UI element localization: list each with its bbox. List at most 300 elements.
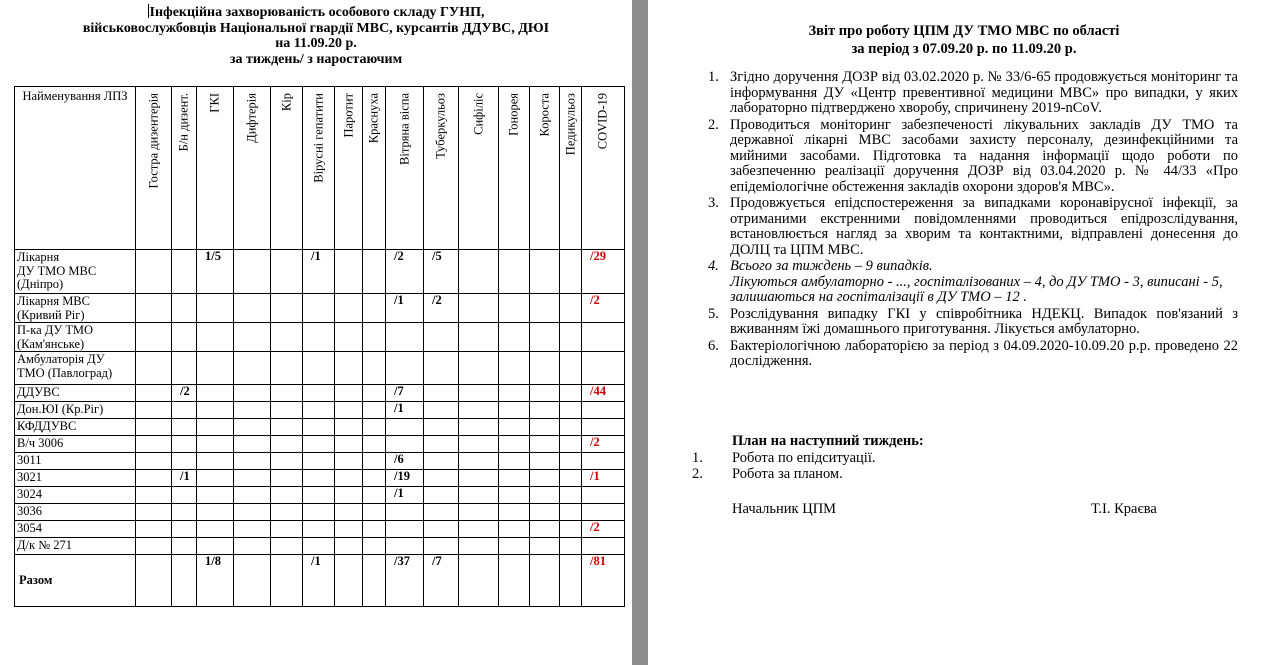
table-cell <box>303 385 335 402</box>
table-cell <box>459 538 499 555</box>
facility-name: 3011 <box>15 453 136 470</box>
title-line: на 11.09.20 р. <box>275 36 357 51</box>
table-cell <box>197 419 234 436</box>
table-cell <box>136 436 172 453</box>
table-cell <box>363 521 386 538</box>
table-cell <box>234 402 271 419</box>
column-header-label: Кір <box>279 93 293 112</box>
table-cell <box>424 453 459 470</box>
facility-name: КФДДУВС <box>15 419 136 436</box>
column-header <box>136 87 172 250</box>
table-cell: /1 <box>303 555 335 607</box>
table-row <box>15 538 625 555</box>
table-cell <box>197 487 234 504</box>
table-cell <box>136 419 172 436</box>
column-header <box>197 87 234 250</box>
table-cell <box>499 504 530 521</box>
report-title-line: за період з 07.09.20 р. по 11.09.20 р. <box>851 41 1077 57</box>
column-header-label: ГКІ <box>207 93 222 113</box>
page-gutter <box>632 0 648 665</box>
report-item: 6. Бактеріологічною лабораторією за період з 04.09.2020-10.09.20 р.р. проведено 22 дослідження. <box>708 337 1238 369</box>
table-cell <box>335 470 363 487</box>
table-cell <box>136 470 172 487</box>
table-cell <box>582 504 625 521</box>
table-cell <box>271 385 303 402</box>
table-cell: /7 <box>386 385 424 402</box>
table-cell <box>136 385 172 402</box>
table-row <box>15 436 625 453</box>
table-title <box>0 4 632 67</box>
table-cell <box>459 323 499 352</box>
table-cell <box>197 294 234 323</box>
table-cell <box>363 294 386 323</box>
table-cell <box>172 323 197 352</box>
column-header-label: COVID-19 <box>595 93 610 150</box>
table-cell <box>271 402 303 419</box>
table-cell <box>172 352 197 385</box>
plan-item: 2. Робота за планом. <box>692 466 843 482</box>
table-cell <box>560 250 582 294</box>
table-cell <box>582 538 625 555</box>
table-cell <box>530 385 560 402</box>
table-cell <box>234 555 271 607</box>
report-title-line: Звіт про роботу ЦПМ ДУ ТМО МВС по області <box>808 23 1120 39</box>
total-row <box>15 555 625 607</box>
table-cell <box>234 385 271 402</box>
table-cell <box>424 385 459 402</box>
table-cell <box>335 487 363 504</box>
column-header-label: Гонорея <box>506 93 521 136</box>
table-cell <box>197 323 234 352</box>
table-cell: /2 <box>582 436 625 453</box>
table-cell <box>271 521 303 538</box>
facility-name: 3024 <box>15 487 136 504</box>
table-cell <box>271 487 303 504</box>
table-cell: 1/5 <box>197 250 234 294</box>
column-header <box>234 87 271 250</box>
column-header-label: Педикульоз <box>563 93 577 156</box>
table-cell <box>499 521 530 538</box>
table-cell <box>424 323 459 352</box>
table-cell <box>303 470 335 487</box>
table-cell <box>271 250 303 294</box>
table-cell <box>136 323 172 352</box>
table-cell <box>499 470 530 487</box>
table-cell <box>197 402 234 419</box>
table-cell <box>424 419 459 436</box>
column-header-label: Туберкульоз <box>433 93 448 159</box>
column-header-label: Краснуха <box>366 93 381 144</box>
table-cell <box>335 250 363 294</box>
table-cell <box>530 323 560 352</box>
table-cell <box>172 538 197 555</box>
report-item: 2. Проводиться моніторинг забезпеченості лікувальних закладів ДУ ТМО та державної лікарні МВС засобами захисту персоналу, дезинфекційними та мийними засобами. Підготовка та надання інформації щодо роботи по забезпеченню реалізації доручення ДОЗР від 03.04.2020 р. № 44/33 «Про епідеміологічне обстеження закладів охорони здоров'я МВС». <box>708 116 1238 195</box>
table-cell <box>560 385 582 402</box>
table-cell <box>136 555 172 607</box>
table-cell <box>560 555 582 607</box>
title-line: Інфекційна захворюваність особового складу ГУНП, <box>149 5 485 20</box>
table-cell <box>303 538 335 555</box>
table-cell <box>424 521 459 538</box>
table-cell <box>582 453 625 470</box>
table-cell <box>386 352 424 385</box>
table-cell <box>172 504 197 521</box>
table-cell <box>363 504 386 521</box>
column-header-label: Вітряна віспа <box>397 93 411 165</box>
table-cell <box>560 504 582 521</box>
table-cell <box>459 555 499 607</box>
table-cell <box>303 504 335 521</box>
table-cell: /44 <box>582 385 625 402</box>
table-cell: /2 <box>424 294 459 323</box>
table-cell: /1 <box>386 487 424 504</box>
table-cell: 1/8 <box>197 555 234 607</box>
table-cell <box>459 487 499 504</box>
table-cell <box>363 250 386 294</box>
column-header <box>424 87 459 250</box>
table-cell <box>172 294 197 323</box>
table-cell <box>499 487 530 504</box>
table-cell <box>234 487 271 504</box>
table-cell <box>234 470 271 487</box>
table-cell <box>335 294 363 323</box>
table-cell: /2 <box>582 294 625 323</box>
table-cell <box>303 419 335 436</box>
table-cell <box>303 402 335 419</box>
text-cursor <box>148 4 149 18</box>
table-cell <box>271 470 303 487</box>
table-cell <box>386 504 424 521</box>
table-cell <box>363 419 386 436</box>
title-line: за тиждень/ з наростаючим <box>229 51 403 67</box>
table-cell <box>172 250 197 294</box>
table-cell <box>560 294 582 323</box>
table-cell <box>499 555 530 607</box>
table-cell <box>459 436 499 453</box>
table-cell <box>335 504 363 521</box>
table-header-row <box>15 87 625 250</box>
table-cell <box>234 504 271 521</box>
table-row <box>15 487 625 504</box>
table-cell <box>271 504 303 521</box>
table-cell <box>234 436 271 453</box>
table-cell <box>303 521 335 538</box>
table-cell <box>560 419 582 436</box>
table-cell: /1 <box>172 470 197 487</box>
table-cell <box>499 294 530 323</box>
table-cell <box>197 538 234 555</box>
column-header <box>271 87 303 250</box>
table-cell <box>499 352 530 385</box>
table-cell <box>335 453 363 470</box>
column-header-label: Вірусні гепатити <box>311 93 325 183</box>
table-cell <box>582 419 625 436</box>
table-cell: /6 <box>386 453 424 470</box>
table-cell: /7 <box>424 555 459 607</box>
facility-name: ДДУВС <box>15 385 136 402</box>
table-cell <box>363 436 386 453</box>
table-cell <box>363 453 386 470</box>
table-cell <box>197 504 234 521</box>
table-cell <box>234 352 271 385</box>
table-cell <box>363 352 386 385</box>
table-cell <box>459 402 499 419</box>
table-row <box>15 294 625 323</box>
facility-name: Лікарня ДУ ТМО МВС (Дніпро) <box>15 250 136 294</box>
column-header <box>386 87 424 250</box>
table-cell: /1 <box>582 470 625 487</box>
table-cell <box>582 352 625 385</box>
table-cell <box>582 487 625 504</box>
table-cell <box>136 487 172 504</box>
table-cell <box>363 323 386 352</box>
report-item: 5. Розслідування випадку ГКІ у співробітника НДЕКЦ. Випадок пов'язаний з вживанням їжі домашнього приготування. Лікується амбулаторно. <box>708 305 1238 337</box>
table-row <box>15 352 625 385</box>
facility-name: 3054 <box>15 521 136 538</box>
table-cell: /1 <box>303 250 335 294</box>
table-cell: /81 <box>582 555 625 607</box>
table-cell <box>234 453 271 470</box>
column-header <box>363 87 386 250</box>
column-header-label: Гостра дизентерія <box>146 93 160 189</box>
table-cell <box>424 352 459 385</box>
table-cell <box>303 487 335 504</box>
right-document-page <box>648 0 1280 665</box>
column-header <box>459 87 499 250</box>
table-cell: /1 <box>386 402 424 419</box>
table-cell <box>136 538 172 555</box>
table-cell <box>363 470 386 487</box>
table-cell <box>386 521 424 538</box>
table-cell <box>530 504 560 521</box>
table-cell <box>335 352 363 385</box>
table-cell <box>530 250 560 294</box>
table-cell <box>459 453 499 470</box>
table-row <box>15 521 625 538</box>
total-label: Разом <box>15 555 136 607</box>
table-cell <box>530 436 560 453</box>
table-cell <box>172 453 197 470</box>
table-body <box>15 250 625 607</box>
column-header <box>582 87 625 250</box>
column-header <box>172 87 197 250</box>
table-cell <box>424 487 459 504</box>
table-cell <box>530 352 560 385</box>
table-cell <box>335 538 363 555</box>
table-cell <box>271 453 303 470</box>
table-cell <box>459 419 499 436</box>
table-cell <box>136 504 172 521</box>
table-cell <box>530 294 560 323</box>
table-cell <box>197 385 234 402</box>
table-row <box>15 419 625 436</box>
signature-name: Т.І. Краєва <box>1091 501 1157 517</box>
table-cell <box>136 521 172 538</box>
table-cell <box>424 436 459 453</box>
table-cell <box>335 555 363 607</box>
table-cell <box>560 323 582 352</box>
table-cell <box>582 402 625 419</box>
facility-name: Лікарня МВС (Кривий Ріг) <box>15 294 136 323</box>
facility-name: 3021 <box>15 470 136 487</box>
table-cell: /2 <box>172 385 197 402</box>
table-cell: /5 <box>424 250 459 294</box>
table-cell: /29 <box>582 250 625 294</box>
table-cell <box>560 402 582 419</box>
table-cell <box>560 521 582 538</box>
table-cell <box>234 250 271 294</box>
table-cell <box>136 402 172 419</box>
table-cell <box>560 453 582 470</box>
table-cell <box>172 521 197 538</box>
table-cell <box>271 436 303 453</box>
column-header-label: Сифіліс <box>471 93 485 135</box>
table-cell <box>424 504 459 521</box>
facility-name: Амбулаторія ДУ ТМО (Павлоград) <box>15 352 136 385</box>
table-cell <box>363 487 386 504</box>
table-cell <box>424 538 459 555</box>
table-row <box>15 323 625 352</box>
table-cell <box>560 487 582 504</box>
table-cell <box>197 352 234 385</box>
table-cell: /2 <box>582 521 625 538</box>
table-cell <box>459 470 499 487</box>
table-row <box>15 385 625 402</box>
table-cell <box>459 250 499 294</box>
table-cell <box>499 323 530 352</box>
table-cell <box>335 402 363 419</box>
table-cell <box>303 323 335 352</box>
name-column-header: Найменування ЛПЗ <box>15 87 136 250</box>
table-cell <box>386 538 424 555</box>
report-item: 3. Продовжується епідспостереження за випадками коронавірусної інфекції, за отриманими екстренними повідомленнями проводиться епідрозслідування, встановлюється нагляд за хворим та контактними, відправлені донесення до ДОЛЦ та ЦПМ МВС. <box>708 195 1238 258</box>
table-cell <box>271 419 303 436</box>
table-cell <box>582 323 625 352</box>
report-item-cases: 4. Всього за тиждень – 9 випадків. Лікуються амбулаторно - ..., госпіталізованих – 4, до ДУ ТМО - 3, виписані - 5, залишаються на госпіталізації в ДУ ТМО – 12 . <box>708 258 1223 305</box>
column-header-label: Б/н дизент. <box>176 93 191 152</box>
table-cell <box>335 385 363 402</box>
table-cell <box>303 352 335 385</box>
table-cell <box>560 352 582 385</box>
table-cell <box>197 453 234 470</box>
table-cell <box>386 419 424 436</box>
table-cell <box>499 453 530 470</box>
title-line: військовослужбовців Національної гвардії МВС, курсантів ДДУВС, ДЮІ <box>82 20 550 36</box>
column-header <box>530 87 560 250</box>
table-cell <box>560 470 582 487</box>
table-cell <box>530 470 560 487</box>
table-row <box>15 402 625 419</box>
table-cell <box>172 402 197 419</box>
table-cell <box>303 453 335 470</box>
column-header-label: Дифтерія <box>244 93 259 143</box>
table-cell <box>234 419 271 436</box>
table-cell <box>424 402 459 419</box>
column-header <box>335 87 363 250</box>
table-cell <box>363 538 386 555</box>
table-cell <box>172 487 197 504</box>
table-cell <box>424 470 459 487</box>
table-cell <box>560 436 582 453</box>
table-cell <box>271 352 303 385</box>
table-cell <box>234 323 271 352</box>
signature-role: Начальник ЦПМ <box>732 501 837 517</box>
table-cell <box>234 538 271 555</box>
table-cell <box>335 436 363 453</box>
table-cell <box>136 294 172 323</box>
table-cell <box>271 323 303 352</box>
table-cell: /37 <box>386 555 424 607</box>
table-cell <box>499 436 530 453</box>
left-document-page <box>0 0 632 665</box>
table-cell <box>363 555 386 607</box>
column-header <box>499 87 530 250</box>
facility-name: 3036 <box>15 504 136 521</box>
table-cell <box>530 453 560 470</box>
table-cell <box>136 250 172 294</box>
column-header <box>560 87 582 250</box>
table-cell <box>136 352 172 385</box>
table-cell <box>499 385 530 402</box>
table-row <box>15 504 625 521</box>
facility-name: П-ка ДУ ТМО (Кам'янське) <box>15 323 136 352</box>
table-cell <box>499 538 530 555</box>
table-row <box>15 250 625 294</box>
table-cell <box>197 470 234 487</box>
table-cell <box>499 419 530 436</box>
table-cell: /2 <box>386 250 424 294</box>
report-item: 1. Згідно доручення ДОЗР від 03.02.2020 р. № 33/6-65 продовжується моніторинг та інформування ДУ «Центр превентивної медицини МВС» про випадки, у яких лабораторно підтверджено хворобу, спричинену 2019-nCoV. <box>708 69 1238 116</box>
facility-name: В/ч 3006 <box>15 436 136 453</box>
table-cell <box>530 402 560 419</box>
table-cell <box>530 521 560 538</box>
column-header <box>303 87 335 250</box>
table-cell <box>459 294 499 323</box>
table-cell <box>335 323 363 352</box>
table-cell <box>499 402 530 419</box>
table-row <box>15 453 625 470</box>
table-cell <box>530 419 560 436</box>
infection-table <box>14 86 625 607</box>
table-cell <box>363 402 386 419</box>
table-cell <box>386 436 424 453</box>
table-cell <box>172 419 197 436</box>
table-cell <box>530 487 560 504</box>
table-cell <box>271 538 303 555</box>
table-cell <box>197 521 234 538</box>
table-cell <box>363 385 386 402</box>
table-cell <box>197 436 234 453</box>
table-cell <box>459 385 499 402</box>
table-cell <box>499 250 530 294</box>
table-row <box>15 470 625 487</box>
table-cell: /19 <box>386 470 424 487</box>
table-cell <box>136 453 172 470</box>
table-cell <box>335 419 363 436</box>
report-items <box>708 70 1238 370</box>
table-cell <box>560 538 582 555</box>
report-title <box>648 22 1280 58</box>
column-header-label: Паротит <box>341 93 355 138</box>
table-cell <box>172 436 197 453</box>
column-header-label: Короста <box>537 93 551 137</box>
table-cell <box>459 504 499 521</box>
table-cell <box>530 538 560 555</box>
plan-title: План на наступний тиждень: <box>732 433 924 449</box>
table-cell <box>459 352 499 385</box>
table-cell <box>459 521 499 538</box>
table-cell <box>303 294 335 323</box>
